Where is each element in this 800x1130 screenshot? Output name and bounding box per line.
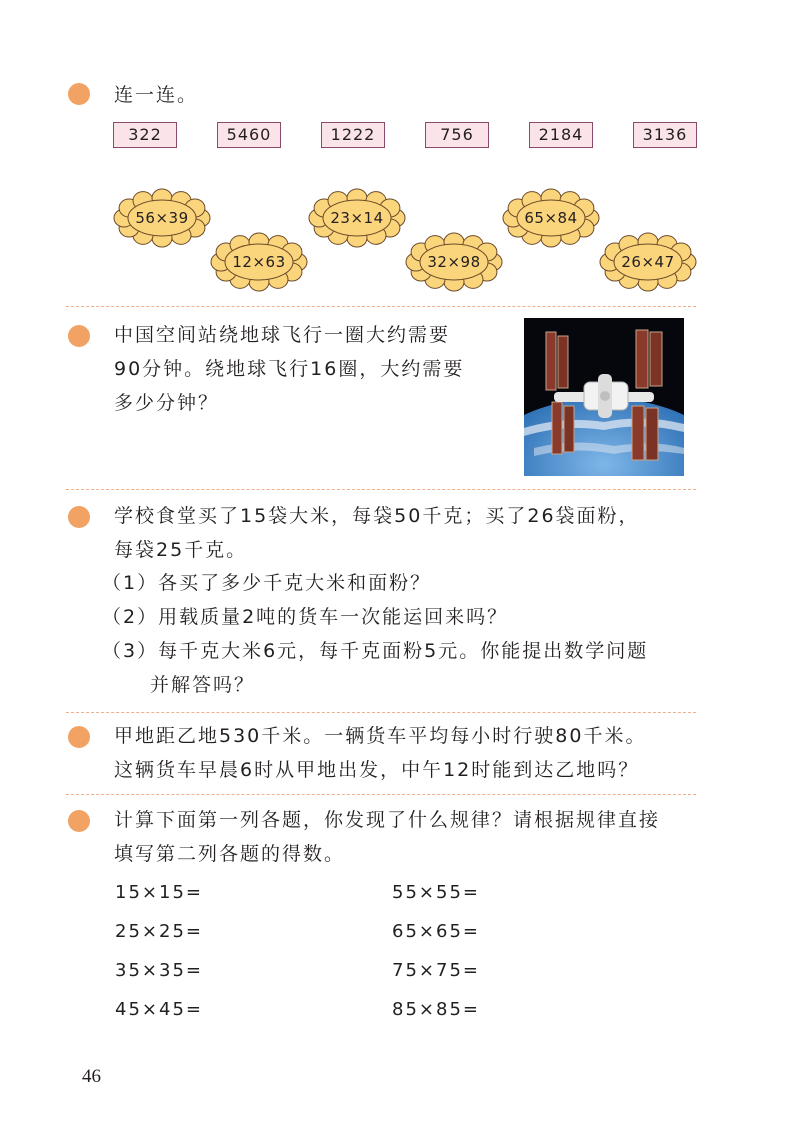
q3-subquestion: （2）用载质量2吨的货车一次能运回来吗？ <box>102 606 509 628</box>
bullet-icon <box>68 726 90 748</box>
flower-expression[interactable] <box>404 230 504 294</box>
number-box[interactable]: 1222 <box>321 122 385 148</box>
q5-line: 计算下面第一列各题，你发现了什么规律？请根据规律直接 <box>114 809 661 831</box>
bullet-icon <box>68 325 90 347</box>
expression-label: 32×98 <box>427 253 481 271</box>
bullet-icon <box>68 83 90 105</box>
calc-item: 75×75= <box>392 960 480 981</box>
q3-subquestion: （3）每千克大米6元，每千克面粉5元。你能提出数学问题 <box>102 640 649 662</box>
calc-item: 85×85= <box>392 999 480 1020</box>
number-box[interactable]: 322 <box>113 122 177 148</box>
q3-line: 每袋25千克。 <box>114 539 248 561</box>
q3-subquestion: （1）各买了多少千克大米和面粉？ <box>102 572 432 594</box>
q2-line: 多少分钟？ <box>114 392 220 414</box>
calc-item: 35×35= <box>115 960 203 981</box>
expression-label: 26×47 <box>621 253 675 271</box>
page-number: 46 <box>82 1066 101 1087</box>
q3-subquestion-cont: 并解答吗？ <box>150 674 256 696</box>
section-divider <box>66 489 696 490</box>
calc-item: 15×15= <box>115 882 203 903</box>
flower-expression[interactable] <box>598 230 698 294</box>
flower-expression[interactable] <box>307 186 407 250</box>
q3-line: 学校食堂买了15袋大米，每袋50千克；买了26袋面粉， <box>114 505 640 527</box>
expression-label: 56×39 <box>135 209 189 227</box>
q4-line: 甲地距乙地530千米。一辆货车平均每小时行驶80千米。 <box>114 725 647 747</box>
number-box[interactable]: 5460 <box>217 122 281 148</box>
calc-item: 25×25= <box>115 921 203 942</box>
section-divider <box>66 306 696 307</box>
calc-item: 55×55= <box>392 882 480 903</box>
q2-line: 90分钟。绕地球飞行16圈，大约需要 <box>114 358 465 380</box>
q5-line: 填写第二列各题的得数。 <box>114 843 346 865</box>
expression-label: 12×63 <box>232 253 286 271</box>
q1-instruction: 连一连。 <box>114 84 199 106</box>
expression-label: 23×14 <box>330 209 384 227</box>
bullet-icon <box>68 506 90 528</box>
expression-label: 65×84 <box>524 209 578 227</box>
number-box[interactable]: 756 <box>425 122 489 148</box>
q4-line: 这辆货车早晨6时从甲地出发，中午12时能到达乙地吗？ <box>114 759 640 781</box>
calc-item: 65×65= <box>392 921 480 942</box>
section-divider <box>66 794 696 795</box>
flower-expression[interactable] <box>501 186 601 250</box>
calc-item: 45×45= <box>115 999 203 1020</box>
bullet-icon <box>68 810 90 832</box>
number-box[interactable]: 2184 <box>529 122 593 148</box>
q2-line: 中国空间站绕地球飞行一圈大约需要 <box>114 324 451 346</box>
space-station-photo <box>524 318 684 476</box>
section-divider <box>66 712 696 713</box>
number-box[interactable]: 3136 <box>633 122 697 148</box>
flower-expression[interactable] <box>209 230 309 294</box>
flower-expression[interactable] <box>112 186 212 250</box>
